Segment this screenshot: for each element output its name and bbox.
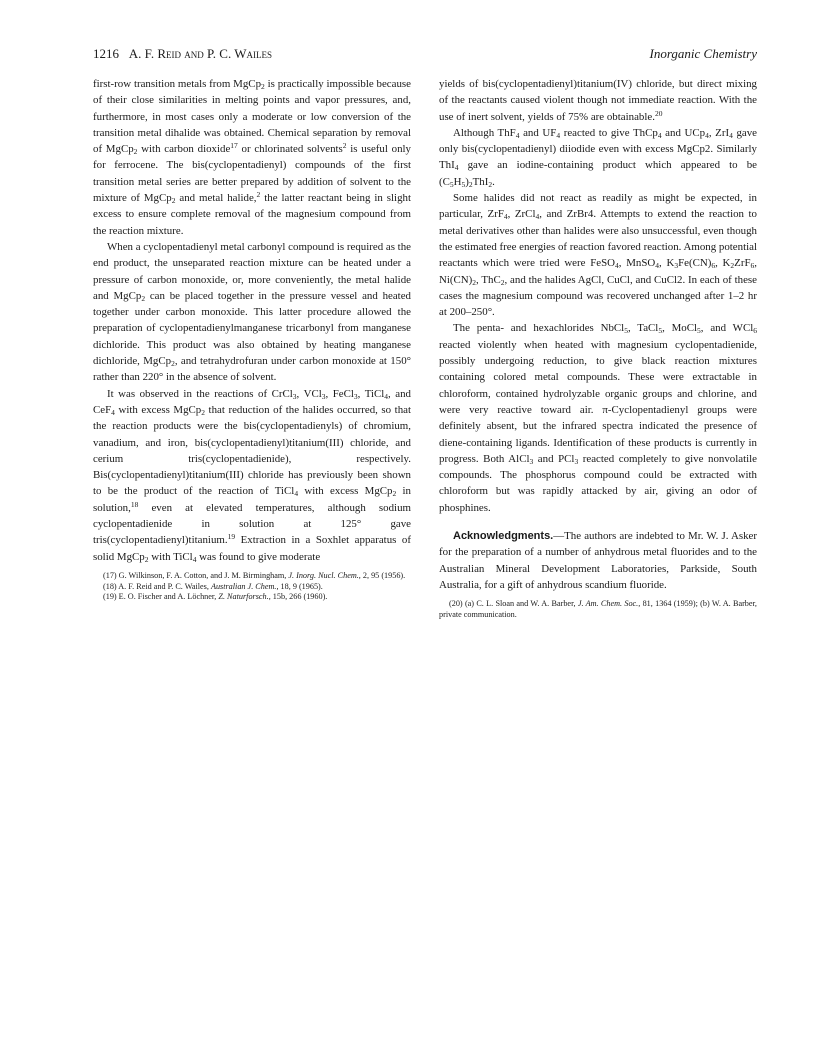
journal-name: Inorganic Chemistry — [649, 46, 757, 61]
paragraph: yields of bis(cyclopentadienyl)titanium(IV) chloride, but direct mixing of the reactants caused violent though not immediate reaction. With the use of inert solvent, yields of 75% are obtainable.$^{20}$ — [439, 78, 757, 123]
page-number: 1216 — [93, 46, 119, 61]
header-left — [93, 46, 272, 62]
paragraph: Some halides did not react as readily as might be expected, in particular, ZrF$_4$, ZrCl$_4$, and ZrBr4. Attempts to extend the reaction to metal derivatives other than halides were also unsuccessful, even though the estimated free energies of reaction favored reaction. Among potential reactants which were tried were FeSO$_4$, MnSO$_4$, $K_3Fe(CN)_6$, $K_2ZrF_6$, $Ni(CN)_2$, ThC$_2$, and the halides AgCl, CuCl, and CuCl2. In each of these cases the magnesium compound was recovered unchanged after 1–2 hr at 200–250°. — [439, 192, 758, 319]
right-column — [439, 76, 757, 620]
paragraph: When a cyclopentadienyl metal carbonyl compound is required as the end product, the unseparated reaction mixture can be heated under a pressure of carbon monoxide, or, more conveniently, the metal halide and MgCp$_2$ can be placed together in the pressure vessel and heated together under carbon monoxide. This latter procedure allowed the preparation of cyclopentadienylmanganese tricarbonyl from manganese dichloride. This product was also obtained by heating manganese dichloride, MgCp$_2$, and tetrahydrofuran under carbon monoxide at 150° rather than 220° in the absence of solvent. — [93, 240, 412, 384]
acknowledgments-text: —The authors are indebted to Mr. W. J. Asker for the preparation of a number of anhydrous metal fluorides and to the Australian Mineral Development Laboratories, Parkside, South Australia, for a gift of anhydrous scandium fluoride. — [439, 530, 757, 591]
paragraph: Although ThF$_4$ and $UF_4$ reacted to give ThCp$_4$ and UCp$_4$, ZrI$_4$ gave only bis(cyclopentadienyl) diiodide even with excess MgCp2. Similarly ThI$_4$ gave an iodine-containing product which appeared to be $(C_5H_5)_2ThI_2$. — [439, 126, 758, 189]
footnote: (20) (a) C. L. Sloan and W. A. Barber, J. Am. Chem. Soc., 81, 1364 (1959); (b) W. A. Barber, private communication. — [439, 599, 757, 619]
footnotes — [93, 571, 411, 603]
left-column — [93, 76, 411, 603]
footnote: (18) A. F. Reid and P. C. Wailes, Australian J. Chem., 18, 9 (1965). — [103, 581, 323, 591]
running-header — [93, 46, 757, 64]
footnote: (19) E. O. Fischer and A. Löchner, Z. Naturforsch., 15b, 266 (1960). — [103, 592, 328, 602]
header-authors: A. F. Reid and P. C. Wailes — [128, 46, 272, 61]
acknowledgments — [439, 528, 757, 593]
footnotes — [439, 599, 757, 620]
paragraph: The penta- and hexachlorides NbCl$_5$, TaCl$_5$, MoCl$_5$, and WCl$_6$ reacted violently when heated with magnesium cyclopentadienide, possibly undergoing reduction, to give black reaction mixtures containing colored metal compounds. These were extractable in chloroform, contained hydrolyzable organic groups and chlorine, and were very reactive toward air. π-Cyclopentadienyl groups were definitely absent, but the infrared spectra indicated the presence of diene-containing ligands. Identification of these products is currently in progress. Both AlCl$_3$ and PCl$_3$ reacted completely to give nonvolatile compounds. The phosphorus compound could be extracted with chloroform but was rapidly attacked by air, giving an odor of phosphines. — [439, 322, 757, 514]
acknowledgments-heading: Acknowledgments. — [453, 530, 554, 543]
paragraph: It was observed in the reactions of CrCl$_3$, VCl$_3$, FeCl$_3$, TiCl$_4$, and CeF$_4$ with excess MgCp$_2$ that reduction of the halides occurred, so that the reaction products were the bis(cyclopentadienyls) of chromium, vanadium, and iron, bis(cyclopentadienyl)titanium(III) chloride, and cerium tris(cyclopentadienide), respectively. Bis(cyclopentadienyl)titanium(III) chloride has previously been shown to be the product of the reaction of TiCl$_4$ with excess MgCp$_2$ in solution,$^{18}$ even at elevated temperatures, although sodium cyclopentadienide in solution at 125° gave tris(cyclopentadienyl)titanium.$^{19}$ Extraction in a Soxhlet apparatus of solid MgCp$_2$ with TiCl$_4$ was found to give moderate — [93, 387, 412, 564]
paragraph: first-row transition metals from MgCp$_2$ is practically impossible because of their close similarities in melting points and vapor pressures, and, furthermore, in most cases only a moderate or low conversion of the transition metal dihalide was obtained. Chemical separation by removal of MgCp$_2$ with carbon dioxide$^{17}$ or chlorinated solvents$^2$ is useful only for ferrocene. The bis(cyclopentadienyl) compounds of the first transition metal series are better prepared by addition of solvent to the mixture of MgCp$_2$ and metal halide,$^2$ the latter reactant being in slight excess to ensure complete removal of the magnesium compound from the reaction mixture. — [93, 78, 412, 237]
footnote: (17) G. Wilkinson, F. A. Cotton, and J. M. Birmingham, J. Inorg. Nucl. Chem., 2, 95 (1956). — [103, 570, 406, 580]
